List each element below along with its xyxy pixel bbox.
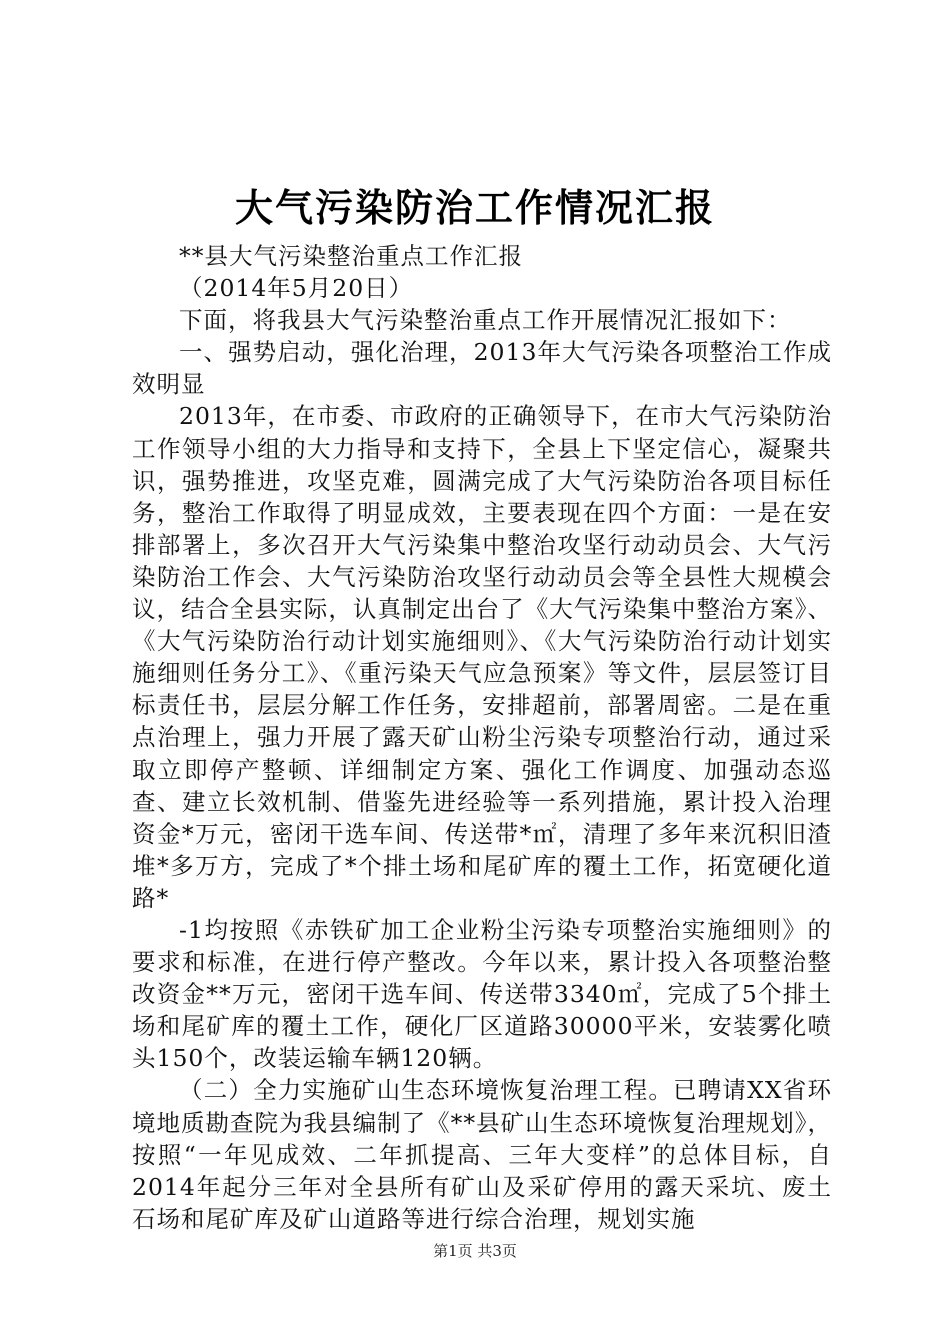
paragraph-body: -1均按照《赤铁矿加工企业粉尘污染专项整治实施细则》的要求和标准，在进行停产整改。今年以来，累计投入各项整治整改资金**万元，密闭干选车间、传送带3340㎡，完成了5个排土场和尾矿库的覆土工作，硬化厂区道路30000平米，安装雾化喷头150个，改装运输车辆120辆。 [132, 915, 832, 1073]
page-footer: 第1页 共3页 [433, 1242, 517, 1260]
paragraph-body: 2013年，在市委、市政府的正确领导下，在市大气污染防治工作领导小组的大力指导和支持下，全县上下坚定信心，凝聚共识，强势推进，攻坚克难，圆满完成了大气污染防治各项目标任务，整治工作取得了明显成效，主要表现在四个方面：一是在安排部署上，多次召开大气污染集中整治攻坚行动动员会、大气污染防治工作会、大气污染防治攻坚行动动员会等全县性大规模会议，结合全县实际，认真制定出台了《大气污染集中整治方案》、《大气污染防治行动计划实施细则》、《大气污染防治行动计划实施细则任务分工》、《重污染天气应急预案》等文件，层层签订目标责任书，层层分解工作任务，安排超前，部署周密。二是在重点治理上，强力开展了露天矿山粉尘污染专项整治行动，通过采取立即停产整顿、详细制定方案、强化工作调度、加强动态巡查、建立长效机制、借鉴先进经验等一系列措施，累计投入治理资金*万元，密闭干选车间、传送带*㎡，清理了多年来沉积旧渣堆*多万方，完成了*个排土场和尾矿库的覆土工作，拓宽硬化道路* [132, 402, 832, 912]
document-title: 大气污染防治工作情况汇报 [234, 185, 715, 230]
paragraph-intro: 下面，将我县大气污染整治重点工作开展情况汇报如下： [179, 306, 792, 335]
paragraph-heading-one: 一、强势启动，强化治理，2013年大气污染各项整治工作成效明显 [132, 338, 832, 399]
paragraph-date: （2014年5月20日） [179, 274, 414, 303]
paragraph-subtitle: **县大气污染整治重点工作汇报 [179, 242, 523, 270]
document-body [132, 240, 832, 1235]
paragraph-body: （二）全力实施矿山生态环境恢复治理工程。已聘请XX省环境地质勘查院为我县编制了《**县矿山生态环境恢复治理规划》，按照“一年见成效、二年抓提高、三年大变样”的总体目标，自2014年起分三年对全县所有矿山及采矿停用的露天采坑、废土石场和尾矿库及矿山道路等进行综合治理，规划实施 [132, 1076, 832, 1233]
